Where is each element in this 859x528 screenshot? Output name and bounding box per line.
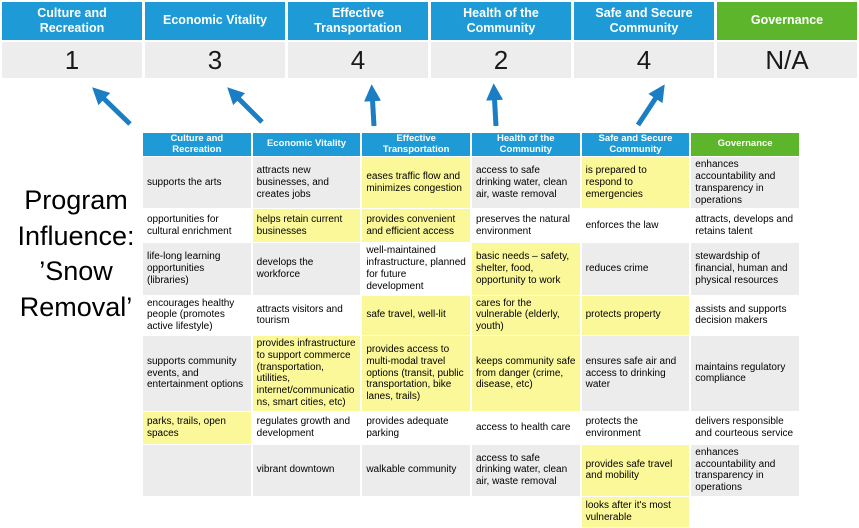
matrix-cell xyxy=(143,445,251,496)
matrix-header-governance: Governance xyxy=(691,133,799,156)
matrix-cell-highlighted: helps retain current businesses xyxy=(253,209,361,242)
banner-scores-row xyxy=(2,42,857,78)
banner-score-effective-transportation: 4 xyxy=(288,42,428,78)
matrix-cell: access to health care xyxy=(472,412,580,444)
table-row xyxy=(143,497,799,527)
matrix-cell: delivers responsible and courteous service xyxy=(691,412,799,444)
banner-score-culture-and-recreation: 1 xyxy=(2,42,142,78)
banner-labels-row xyxy=(2,2,857,40)
matrix-cell xyxy=(472,497,580,527)
matrix-cell: reduces crime xyxy=(582,243,690,294)
banner-header-effective-transportation: Effective Transportation xyxy=(288,2,428,40)
matrix-header-culture-and-recreation: Culture and Recreation xyxy=(143,133,251,156)
matrix-cell: regulates growth and development xyxy=(253,412,361,444)
banner-header-safe-and-secure-community: Safe and Secure Community xyxy=(574,2,714,40)
matrix-cell: develops the workforce xyxy=(253,243,361,294)
banner-header-culture-and-recreation: Culture and Recreation xyxy=(2,2,142,40)
matrix-cell-highlighted: looks after it's most vulnerable xyxy=(582,497,690,527)
table-row xyxy=(143,209,799,242)
banner-header-health-of-the-community: Health of the Community xyxy=(431,2,571,40)
matrix-cell: attracts new businesses, and creates jobs xyxy=(253,157,361,208)
matrix-cell: vibrant downtown xyxy=(253,445,361,496)
score-banner xyxy=(2,2,857,78)
banner-score-economic-vitality: 3 xyxy=(145,42,285,78)
matrix-cell-highlighted: eases traffic flow and minimizes congestion xyxy=(362,157,470,208)
matrix-cell xyxy=(143,497,251,527)
banner-score-health-of-the-community: 2 xyxy=(431,42,571,78)
arrow-up-left-icon xyxy=(232,92,262,122)
table-row xyxy=(143,157,799,208)
matrix-cell xyxy=(362,497,470,527)
arrow-up-icon xyxy=(494,90,496,126)
matrix-header-economic-vitality: Economic Vitality xyxy=(253,133,361,156)
matrix-cell xyxy=(253,497,361,527)
matrix-cell: ensures safe air and access to drinking water xyxy=(582,336,690,411)
matrix-cell: enhances accountability and transparency in operations xyxy=(691,157,799,208)
matrix-cell-highlighted: keeps community safe from danger (crime, disease, etc) xyxy=(472,336,580,411)
matrix-cell-highlighted: parks, trails, open spaces xyxy=(143,412,251,444)
matrix-cell-highlighted: is prepared to respond to emergencies xyxy=(582,157,690,208)
matrix-cell: access to safe drinking water, clean air, waste removal xyxy=(472,445,580,496)
matrix-cell: preserves the natural environment xyxy=(472,209,580,242)
matrix-cell: enforces the law xyxy=(582,209,690,242)
table-row xyxy=(143,445,799,496)
matrix-cell: opportunities for cultural enrichment xyxy=(143,209,251,242)
banner-header-governance: Governance xyxy=(717,2,857,40)
matrix-header-row xyxy=(143,133,799,156)
influence-matrix-table xyxy=(141,132,801,528)
matrix-cell-highlighted: protects property xyxy=(582,296,690,335)
matrix-cell: walkable community xyxy=(362,445,470,496)
table-row xyxy=(143,412,799,444)
arrow-up-icon xyxy=(372,91,374,126)
influence-arrows xyxy=(0,78,859,130)
arrow-up-right-icon xyxy=(638,90,661,125)
matrix-cell: assists and supports decision makers xyxy=(691,296,799,335)
matrix-cell: protects the environment xyxy=(582,412,690,444)
matrix-cell: attracts visitors and tourism xyxy=(253,296,361,335)
matrix-cell: stewardship of financial, human and physical resources xyxy=(691,243,799,294)
matrix-cell-highlighted: safe travel, well-lit xyxy=(362,296,470,335)
matrix-cell: access to safe drinking water, clean air, waste removal xyxy=(472,157,580,208)
matrix-cell-highlighted: provides infrastructure to support commerce (transportation, utilities, internet/communications, smart cities, etc) xyxy=(253,336,361,411)
matrix-cell: supports the arts xyxy=(143,157,251,208)
matrix-cell: supports community events, and entertainment options xyxy=(143,336,251,411)
banner-score-safe-and-secure-community: 4 xyxy=(574,42,714,78)
banner-score-governance: N/A xyxy=(717,42,857,78)
table-row xyxy=(143,336,799,411)
matrix-cell: enhances accountability and transparency in operations xyxy=(691,445,799,496)
matrix-cell-highlighted: provides access to multi-modal travel options (transit, public transportation, bike lanes, trails) xyxy=(362,336,470,411)
matrix-cell-highlighted: provides safe travel and mobility xyxy=(582,445,690,496)
matrix-cell: encourages healthy people (promotes active lifestyle) xyxy=(143,296,251,335)
arrow-up-left-icon xyxy=(97,92,130,124)
matrix-cell-highlighted: cares for the vulnerable (elderly, youth) xyxy=(472,296,580,335)
table-row xyxy=(143,296,799,335)
matrix-cell: maintains regulatory compliance xyxy=(691,336,799,411)
matrix-cell: provides adequate parking xyxy=(362,412,470,444)
matrix-cell-highlighted: basic needs – safety, shelter, food, opportunity to work xyxy=(472,243,580,294)
matrix-cell-highlighted: provides convenient and efficient access xyxy=(362,209,470,242)
banner-header-economic-vitality: Economic Vitality xyxy=(145,2,285,40)
matrix-header-safe-and-secure-community: Safe and Secure Community xyxy=(582,133,690,156)
table-row xyxy=(143,243,799,294)
program-influence-title: Program Influence: ’Snow Removal’ xyxy=(17,185,135,322)
matrix-cell: life-long learning opportunities (libraries) xyxy=(143,243,251,294)
matrix-header-health-of-the-community: Health of the Community xyxy=(472,133,580,156)
matrix-cell: attracts, develops and retains talent xyxy=(691,209,799,242)
matrix-header-effective-transportation: Effective Transportation xyxy=(362,133,470,156)
matrix-cell: well-maintained infrastructure, planned for future development xyxy=(362,243,470,294)
matrix-cell xyxy=(691,497,799,527)
